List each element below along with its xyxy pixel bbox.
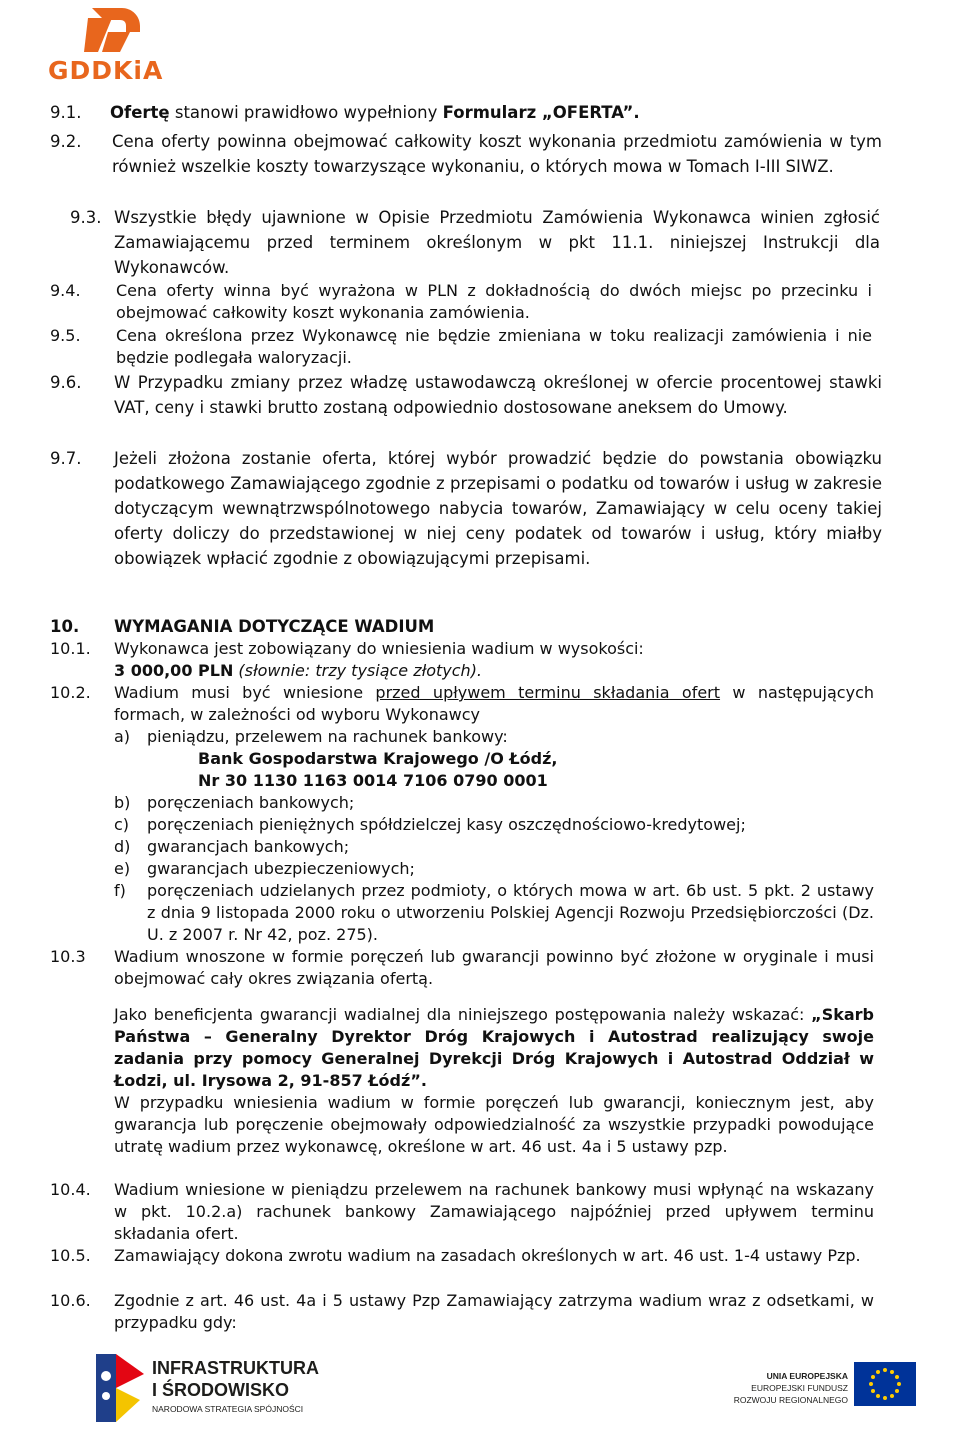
eu-logo	[728, 1352, 918, 1414]
section-number: 10.3	[50, 947, 86, 966]
bank-name: Bank Gospodarstwa Krajowego /O Łódź,	[198, 749, 558, 768]
list-item	[114, 858, 874, 880]
section-number: 10.2.	[50, 683, 91, 702]
section-text: Wadium wniesione w pieniądzu przelewem na rachunek bankowy musi wpłynąć na wskazany w pkt. 10.2.a) rachunek bankowy Zamawiającego najpóźniej przed upływem terminu składania ofert.	[114, 1180, 874, 1243]
footer-title: INFRASTRUKTURA	[152, 1358, 319, 1378]
section-number: 9.6.	[50, 373, 82, 392]
section-text: Zamawiający dokona zwrotu wadium na zasadach określonych w art. 46 ust. 1-4 ustawy Pzp.	[114, 1246, 861, 1265]
section-number: 10.6.	[50, 1291, 91, 1310]
list-item	[114, 814, 874, 836]
section-number: 9.1.	[50, 103, 82, 122]
list-item	[114, 792, 874, 814]
wadium-amount: 3 000,00 PLN	[114, 661, 234, 680]
section-text-part: stanowi prawidłowo wypełniony	[169, 103, 443, 122]
eu-title: UNIA EUROPEJSKA	[766, 1371, 848, 1381]
list-label: e)	[114, 859, 131, 878]
list-label: d)	[114, 837, 131, 856]
section-text: Cena oferty winna być wyrażona w PLN z dokładnością do dwóch miejsc po przecinku i obejmować całkowity koszt wykonania zamówienia.	[116, 281, 872, 322]
section-text-part: Wykonawca jest zobowiązany do wniesienia wadium w wysokości:	[114, 639, 644, 658]
list-item	[114, 880, 874, 946]
bank-account: Nr 30 1130 1163 0014 7106 0790 0001	[198, 771, 548, 790]
list-item	[114, 836, 874, 858]
wadium-amount-words: (słownie: trzy tysiące złotych).	[233, 661, 483, 680]
section-text: Cena określona przez Wykonawcę nie będzie zmieniana w toku realizacji zamówienia i nie będzie podlegała waloryzacji.	[116, 326, 872, 367]
list-text: poręczeniach bankowych;	[147, 793, 355, 812]
list-item	[114, 726, 874, 748]
wadium-forms-list	[114, 726, 874, 946]
section-text	[114, 682, 874, 946]
gddkia-logo	[48, 4, 178, 84]
section-number: 9.7.	[50, 449, 82, 468]
gddkia-logo-icon	[48, 4, 178, 60]
footer-subtitle: I ŚRODOWISKO	[152, 1380, 290, 1400]
section-number: 9.5.	[50, 326, 81, 345]
bold-text: Ofertę	[110, 103, 170, 122]
footer-tagline: NARODOWA STRATEGIA SPÓJNOŚCI	[152, 1404, 304, 1414]
list-text: pieniądzu, przelewem na rachunek bankowy:	[147, 727, 508, 746]
section-text-part: Jako beneficjenta gwarancji wadialnej dla niniejszego postępowania należy wskazać:	[114, 1005, 812, 1024]
infrastruktura-logo-icon	[96, 1354, 144, 1422]
section-text	[114, 946, 874, 1158]
infrastruktura-logo	[96, 1352, 319, 1424]
eu-fund-line: EUROPEJSKI FUNDUSZ	[751, 1383, 848, 1393]
section-paragraph: Wadium wnoszone w formie poręczeń lub gwarancji powinno być złożone w oryginale i musi obejmować cały okres związania ofertą.	[114, 947, 874, 988]
logo-text: GDDKiA	[48, 56, 164, 85]
eu-fund-line: ROZWOJU REGIONALNEGO	[733, 1395, 848, 1405]
section-paragraph: W przypadku wniesienia wadium w formie poręczeń lub gwarancji, koniecznym jest, aby gwarancja lub poręczenie obejmowały odpowiedzialność za wszystkie przypadki powodujące utratę wadium przez wykonawcę, określone w art. 46 ust. 4a i 5 ustawy pzp.	[114, 1093, 874, 1156]
list-text: poręczeniach pieniężnych spółdzielczej kasy oszczędnościowo-kredytowej;	[147, 815, 746, 834]
beneficiary-name: „Skarb Państwa – Generalny Dyrektor Dróg Krajowych i Autostrad realizujący swoje zadania przy pomocy Generalnej Dyrekcji Dróg Krajowych i Autostrad Oddział w Łodzi, ul. Irysowa 2, 91-857 Łódź”.	[114, 1005, 874, 1090]
list-label: c)	[114, 815, 130, 834]
section-number: 9.2.	[50, 132, 82, 151]
underlined-text: przed upływem terminu składania ofert	[375, 683, 721, 702]
eu-text	[728, 1370, 848, 1406]
list-label: b)	[114, 793, 131, 812]
section-text: W Przypadku zmiany przez władzę ustawodawczą określonej w ofercie procentowej stawki VAT, ceny i stawki brutto zostaną odpowiednio dostosowane aneksem do Umowy.	[114, 373, 882, 417]
section-text	[114, 638, 874, 682]
section-text: Zgodnie z art. 46 ust. 4a i 5 ustawy Pzp Zamawiający zatrzyma wadium wraz z odsetkami, w przypadku gdy:	[114, 1291, 874, 1332]
list-text: gwarancjach bankowych;	[147, 837, 350, 856]
list-text: gwarancjach ubezpieczeniowych;	[147, 859, 415, 878]
section-text: Wszystkie błędy ujawnione w Opisie Przedmiotu Zamówienia Wykonawca winien zgłosić Zamawiającemu przed terminem określonym w pkt 11.1. niniejszej Instrukcji dla Wykonawców.	[114, 208, 880, 277]
section-text-part: w następujących formach, w zależności od wyboru Wykonawcy	[114, 683, 875, 724]
section-text	[110, 100, 880, 125]
list-text: poręczeniach udzielanych przez podmioty, o których mowa w art. 6b ust. 5 pkt. 2 ustawy z dnia 9 listopada 2000 roku o utworzeniu Polskiej Agencji Rozwoju Przedsiębiorczości (Dz. U. z 2007 r. Nr 42, poz. 275).	[147, 881, 874, 944]
eu-flag-icon	[854, 1362, 916, 1406]
section-text: Cena oferty powinna obejmować całkowity koszt wykonania przedmiotu zamówienia w tym również wszelkie koszty towarzyszące wykonaniu, o których mowa w Tomach I-III SIWZ.	[112, 132, 882, 176]
section-text-part: Wadium musi być wniesione	[114, 683, 376, 702]
bold-text: Formularz „OFERTA”.	[442, 103, 640, 122]
section-text: Jeżeli złożona zostanie oferta, której wybór prowadzić będzie do powstania obowiązku podatkowego Zamawiającego zgodnie z przepisami o podatku od towarów i usług w zakresie dotyczącym wewnątrzwspólnotowego nabycia towarów, Zamawiający w celu oceny takiej oferty doliczy do przedstawionej w niej ceny podatek od towarów i usług, który miałby obowiązek wpłacić zgodnie z obowiązującymi przepisami.	[114, 449, 882, 568]
list-label: f)	[114, 881, 126, 900]
section-number: 10.1.	[50, 639, 91, 658]
section-number: 10.5.	[50, 1246, 91, 1265]
section-number: 9.4.	[50, 281, 81, 300]
section-number: 9.3.	[70, 208, 102, 227]
beneficiary-paragraph	[114, 1004, 874, 1092]
section-title: WYMAGANIA DOTYCZĄCE WADIUM	[114, 617, 435, 636]
section-number: 10.	[50, 617, 80, 636]
section-number: 10.4.	[50, 1180, 91, 1199]
list-label: a)	[114, 727, 131, 746]
